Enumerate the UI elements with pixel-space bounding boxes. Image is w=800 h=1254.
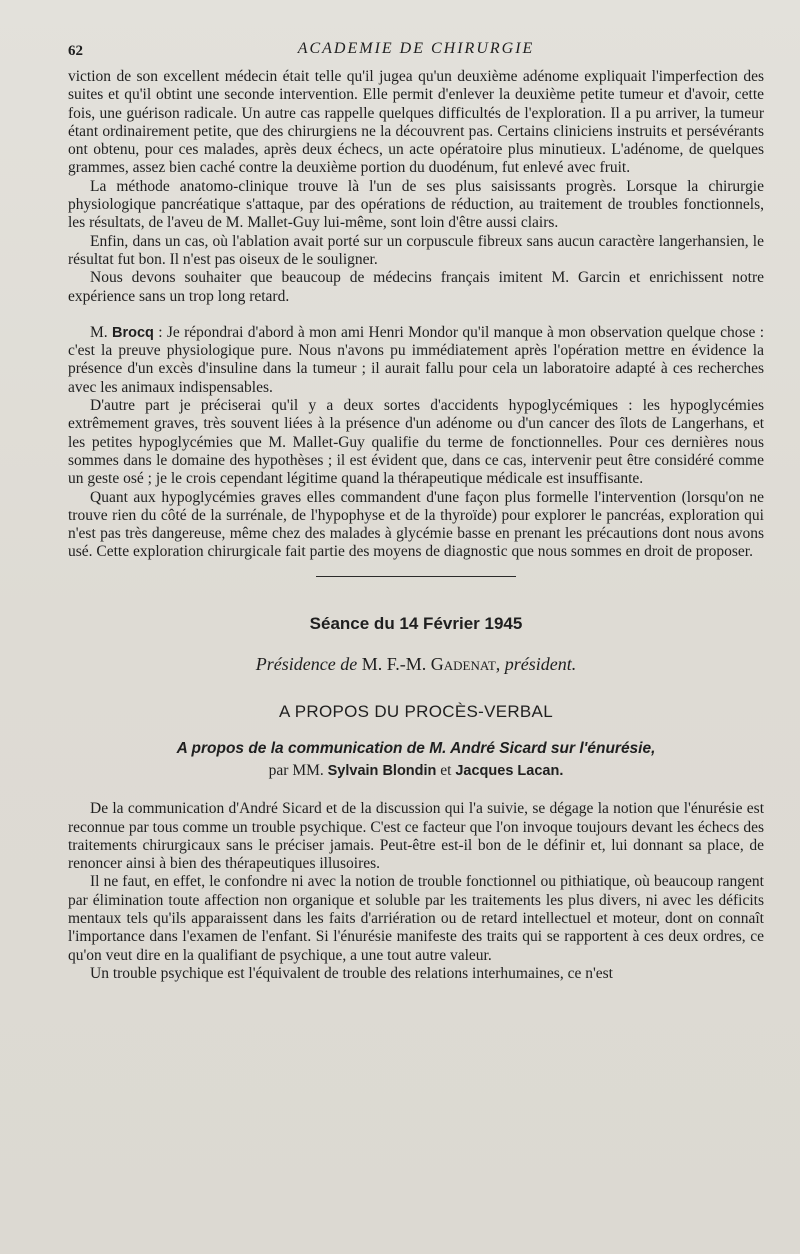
session-title: Séance du 14 Février 1945 — [309, 613, 523, 633]
section-title: A PROPOS DU PROCÈS-VERBAL — [279, 702, 553, 722]
discussion-continuation — [68, 68, 764, 562]
page-number: 62 — [68, 43, 83, 59]
presidency-mr: M. F.-M. — [361, 654, 427, 675]
article-authors — [68, 762, 764, 780]
paragraph: viction de son excellent médecin était telle qu'il jugea qu'un deuxième adénome expliquait l'imperfection des suites et qu'il obtint une seconde intervention. Elle permit d'enlever la deuxième petite tumeur et d'avoir, cette fois, une guérison radicale. Un autre cas rappelle quelques difficultés de l'exploration. Il a pu arriver, la tumeur étant ordinairement petite, que des chirurgiens ne la découvrent pas. Certains cliniciens instruits et persévérants ont obtenu, pour ces malades, après deux échecs, un acte opératoire plus minutieux. L'adénome, de quelques grammes, assez bien caché contre la deuxième portion du duodénum, fut enlevé avec fruit. — [68, 68, 764, 177]
author-name: Sylvain Blondin — [327, 762, 437, 779]
presidency-name: Gadenat — [430, 654, 496, 675]
speaker-name: Brocq — [112, 324, 154, 341]
authors-and: et — [440, 761, 452, 779]
paragraph: La méthode anatomo-clinique trouve là l'un de ses plus saisissants progrès. Lorsque la chirurgie physiologique pancréatique s'attaque, par des opérations de réduction, au traitement de troubles fonctionnels, les résultats, de l'aveu de M. Mallet-Guy lui-même, sont loin d'être aussi clairs. — [68, 177, 764, 232]
presidency-prefix: Présidence de — [255, 654, 358, 675]
journal-title: ACADEMIE DE CHIRURGIE — [297, 40, 535, 57]
paragraph: Quant aux hypoglycémies graves elles commandent d'une façon plus formelle l'intervention (lorsqu'on ne trouve rien du côté de la surrénale, de l'hypophyse et de la thyroïde) pour explorer le pancréas, exploration qui n'est pas très dangereuse, même chez des malades à glycémie basse en prenant les précautions dont nous avons usé. Cette exploration chirurgicale fait partie des moyens de diagnostic que nous sommes en droit de proposer. — [68, 488, 764, 561]
paragraph: Enfin, dans un cas, où l'ablation avait porté sur un corpuscule fibreux sans aucun caractère langerhansien, le résultat fut bon. Il n'est pas oiseux de le souligner. — [68, 232, 764, 268]
brocq-reply-paragraph — [68, 324, 764, 397]
author-name: Jacques Lacan. — [455, 762, 564, 779]
article-body — [68, 800, 764, 983]
section-divider — [316, 576, 516, 577]
presidency-role: président. — [504, 654, 577, 675]
session-presidency: Présidence de M. F.-M. Gadenat, président. — [255, 654, 577, 675]
running-header — [68, 38, 764, 68]
paragraph: Un trouble psychique est l'équivalent de trouble des relations interhumaines, ce n'est — [90, 964, 613, 982]
paragraph: Il ne faut, en effet, le confondre ni avec la notion de trouble fonctionnel ou pithiatique, où beaucoup rangent par élimination toute affection non organique et soluble par les traitements les plus divers, ni avec les déficits mentaux tels qu'ils apparaissent dans les faits d'arriération ou de retard intellectuel et moteur, dont on connaît l'importance dans l'examen de l'enfant. Si l'énurésie manifeste des traits qui se rapportent à ces deux ordres, ce qu'on veut dire en la qualifiant de psychique, a une tout autre valeur. — [68, 873, 764, 964]
paragraph: De la communication d'André Sicard et de la discussion qui l'a suivie, se dégage la notion que l'énurésie est reconnue par tous comme un trouble psychique. C'est ce facteur que l'on invoque toujours devant les échecs des traitements chirurgicaux sans le préciser jamais. Peut-être est-il bon de le définir et, lui donnant sa place, de renoncer ainsi à bien des thérapeutiques illusoires. — [68, 800, 764, 873]
brocq-reply-text: : Je répondrai d'abord à mon ami Henri Mondor qu'il manque à mon observation quelque chose : c'est la preuve physiologique pure. Nous n'avons pu immédiatement après l'opération mettre en évidence la présence d'un excès d'insuline dans la tumeur ; il aurait fallu pour cela un laboratoire adapté à ces recherches avec les animaux indispensables. — [68, 323, 765, 396]
paragraph: Nous devons souhaiter que beaucoup de médecins français imitent M. Garcin et enrichissent notre expérience sans un trop long retard. — [68, 269, 764, 305]
article-title: A propos de la communication de M. André Sicard sur l'énurésie, — [176, 739, 656, 757]
speaker-title: M. — [90, 323, 108, 341]
authors-by: par MM. — [268, 761, 324, 779]
paragraph: D'autre part je préciserai qu'il y a deux sortes d'accidents hypoglycémiques : les hypoglycémies extrêmement graves, très souvent liées à la présence d'un adénome ou d'un cancer des îlots de Langerhans, et les petites hypoglycémies que M. Mallet-Guy qualifie du terme de fonctionnelles. Pour ces dernières nous sommes dans le domaine des hypothèses ; il est évident que, dans ce cas, intervenir peut être considéré comme un geste osé ; je le crois cependant légitime quand la thérapeutique médicale est insuffisante. — [68, 397, 764, 488]
